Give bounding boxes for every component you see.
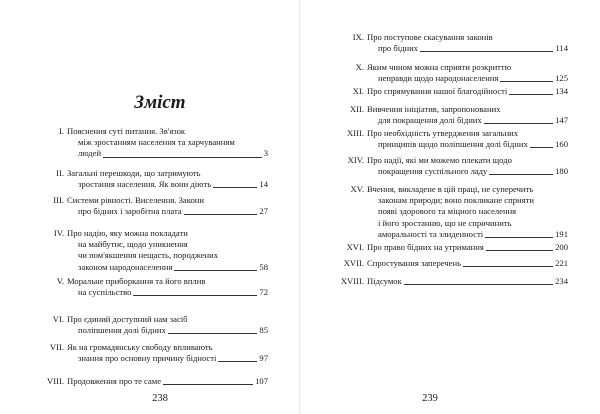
- toc-leader-line: [489, 174, 553, 175]
- toc-leader-line: [463, 266, 553, 267]
- toc-entry-title-line: Про надії, які ми можемо плекати щодо: [367, 155, 512, 165]
- toc-entry-page: 160: [555, 139, 568, 150]
- toc-entry-title-line: Про надію, яку можна покладати: [67, 228, 188, 238]
- toc-entry-page: 200: [555, 242, 568, 252]
- toc-entry-title-line: Про поступове скасування законів: [367, 32, 493, 42]
- toc-leader-line: [486, 250, 553, 251]
- toc-entry-title-line: Спростування заперечень: [367, 258, 462, 268]
- toc-entry-number: X.: [355, 62, 364, 72]
- toc-entry-number: XII.: [349, 104, 364, 114]
- toc-entry-number: IV.: [53, 228, 64, 238]
- toc-entry-page: 97: [259, 353, 268, 364]
- toc-entry-title-line: на майбутнє, щодо уникнення: [78, 239, 188, 250]
- toc-entry-title-line: чи пом'якшення нещасть, породжених: [78, 250, 219, 261]
- toc-entry-number: XI.: [352, 86, 364, 96]
- toc-entry: [0, 168, 268, 190]
- toc-leader-line: [509, 94, 553, 95]
- toc-entry-title-line: Вивчення ініціатив, запропонованих: [367, 104, 501, 114]
- toc-title: Зміст: [134, 92, 186, 113]
- toc-entry-number: VII.: [49, 342, 64, 352]
- toc-entry-number: XVII.: [343, 258, 364, 268]
- toc-entry: [300, 155, 568, 177]
- toc-entry-number: XV.: [350, 184, 364, 194]
- toc-entry-title-line: Підсумок: [367, 276, 402, 286]
- toc-entry-title-line: для покращення долі бідних: [378, 115, 482, 126]
- toc-entry-title-line: людей: [78, 148, 102, 159]
- toc-entry-title-line: поліпшення долі бідних: [78, 325, 166, 336]
- toc-entry-title-line: Про єдиний доступний нам засіб: [67, 314, 188, 324]
- toc-entry-title-line: принципів щодо поліпшення долі бідних: [378, 139, 528, 150]
- toc-entry-page: 180: [555, 166, 568, 177]
- toc-entry-page: 85: [259, 325, 268, 336]
- toc-entry-number: XIV.: [347, 155, 364, 165]
- toc-entry-number: VIII.: [47, 376, 64, 386]
- toc-entry-title-line: аморальності та злиденності: [378, 228, 484, 239]
- toc-entry: [300, 184, 568, 240]
- toc-entry: [300, 32, 568, 54]
- toc-entry: [0, 228, 268, 273]
- toc-entry-number: I.: [58, 126, 64, 136]
- toc-entry-title-line: Про необхідність утвердження загальних: [367, 128, 519, 138]
- right-page: [300, 0, 600, 414]
- toc-leader-line: [500, 81, 553, 82]
- toc-entry-title-line: і його зростанню, що не спричинить: [378, 217, 512, 228]
- toc-entry-page: 125: [555, 73, 568, 84]
- toc-leader-line: [213, 187, 257, 188]
- toc-entry-page: 191: [555, 228, 568, 239]
- toc-entry: [300, 104, 568, 126]
- toc-entry: [0, 314, 268, 336]
- toc-entry-number: VI.: [52, 314, 64, 324]
- toc-entry-title-line: Пояснення суті питання. Зв'язок: [67, 126, 186, 136]
- toc-entry-title-line: Яким чином можна сприяти розкриттю: [367, 62, 512, 72]
- toc-entry: [300, 128, 568, 150]
- page-number-right: 239: [422, 393, 438, 404]
- toc-entry-page: 3: [263, 148, 268, 159]
- toc-entry: [300, 62, 568, 84]
- toc-leader-line: [485, 237, 553, 238]
- toc-entry: [300, 86, 568, 97]
- toc-leader-line: [163, 384, 253, 385]
- toc-leader-line: [420, 51, 553, 52]
- toc-entry-page: 14: [259, 179, 268, 190]
- toc-entry-title-line: законом народонаселення: [78, 261, 173, 272]
- toc-entry-page: 147: [555, 115, 568, 126]
- toc-entry-title-line: між зростанням населення та харчуванням: [78, 137, 235, 148]
- toc-entry-page: 221: [555, 258, 568, 268]
- toc-entry-number: V.: [56, 276, 64, 286]
- toc-leader-line: [103, 157, 262, 158]
- toc-leader-line: [530, 147, 553, 148]
- toc-entry-page: 134: [555, 86, 568, 96]
- toc-entry-number: IX.: [352, 32, 364, 42]
- toc-entry: [300, 258, 568, 269]
- toc-entry: [0, 276, 268, 298]
- toc-entry-title-line: Продовження про те саме: [67, 376, 162, 386]
- toc-entry: [300, 276, 568, 287]
- toc-entry: [300, 242, 568, 253]
- toc-leader-line: [174, 270, 257, 271]
- toc-entry-title-line: про бідних: [378, 43, 418, 54]
- toc-entry: [0, 195, 268, 217]
- toc-leader-line: [484, 123, 553, 124]
- toc-leader-line: [404, 284, 553, 285]
- toc-entry-title-line: законам природи; воно покликане сприяти: [378, 195, 534, 206]
- toc-entry-page: 234: [555, 276, 568, 286]
- toc-entry-title-line: Про спрямування нашої благодійності: [367, 86, 508, 96]
- toc-entry-page: 58: [259, 261, 268, 272]
- toc-entry-title-line: Як на громадянську свободу впливають: [67, 342, 213, 352]
- toc-entry-page: 114: [555, 43, 568, 54]
- toc-entry-page: 107: [255, 376, 268, 386]
- toc-entry-title-line: Вчення, викладене в цій праці, не суперечить: [367, 184, 534, 194]
- toc-entry-number: II.: [56, 168, 64, 178]
- toc-entry-number: XIII.: [347, 128, 364, 138]
- toc-entry-title-line: зростання населення. Як вони діють: [78, 179, 212, 190]
- toc-entry-number: XVI.: [346, 242, 364, 252]
- toc-entry: [0, 342, 268, 364]
- toc-entry-title-line: Моральне приборкання та його вплив: [67, 276, 206, 286]
- toc-leader-line: [133, 295, 257, 296]
- toc-entry-page: 27: [259, 206, 268, 217]
- toc-entry-title-line: про бідних і заробітна плата: [78, 206, 182, 217]
- toc-entry-title-line: Загальні перешкоди, що затримують: [67, 168, 201, 178]
- page-number-left: 238: [152, 393, 168, 404]
- toc-entry-number: XVIII.: [340, 276, 364, 286]
- toc-entry-title-line: неправди щодо народонаселення: [378, 73, 499, 84]
- toc-entry: [0, 376, 268, 387]
- toc-entry-title-line: покращення суспільного ладу: [378, 166, 488, 177]
- toc-leader-line: [184, 214, 258, 215]
- toc-entry-title-line: Системи рівності. Виселення. Закони: [67, 195, 204, 205]
- toc-entry-number: III.: [53, 195, 64, 205]
- toc-entry-title-line: появі здорового та міцного населення: [378, 206, 517, 217]
- toc-leader-line: [218, 361, 257, 362]
- toc-entry-page: 72: [259, 287, 268, 298]
- toc-entry-title-line: на суспільство: [78, 287, 132, 298]
- toc-leader-line: [168, 333, 258, 334]
- toc-entry-title-line: знання про основну причину бідності: [78, 353, 217, 364]
- toc-entry: [0, 126, 268, 160]
- toc-entry-title-line: Про право бідних на утримання: [367, 242, 484, 252]
